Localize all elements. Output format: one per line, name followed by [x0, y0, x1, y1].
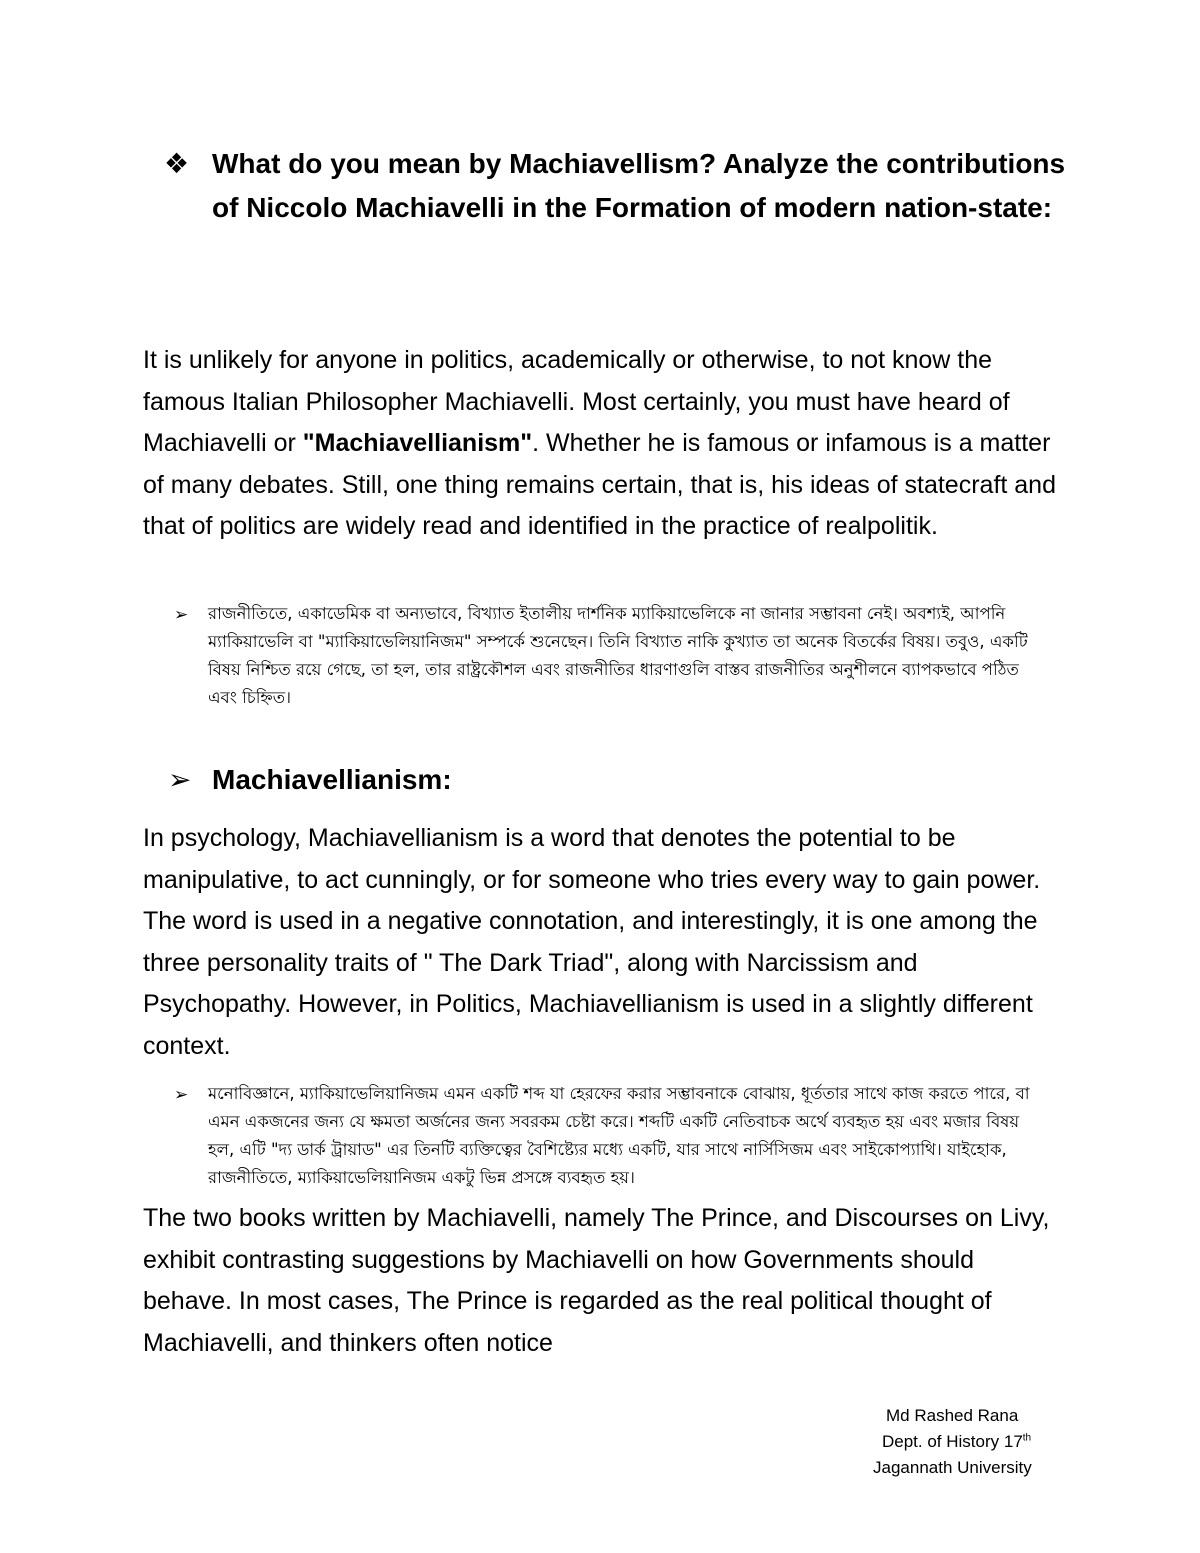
books-paragraph: The two books written by Machiavelli, namely The Prince, and Discourses on Livy, exhibit contrasting suggestions by Machiavelli on how Governments should behave. In most cases, The Prince is regarded as the real political thought of Machiavelli, and thinkers often notice — [143, 1204, 1050, 1357]
intro-paragraph — [143, 340, 1063, 548]
author-university: Jagannath University — [873, 1458, 1032, 1477]
author-name: Md Rashed Rana — [886, 1406, 1019, 1425]
bengali-translation-2-text: মনোবিজ্ঞানে, ম্যাকিয়াভেলিয়ানিজম এমন একটি শব্দ যা হেরফের করার সম্ভাবনাকে বোঝায়, ধূর্ততার সাথে কাজ করতে পারে, বা এমন একজনের জন্য যে ক্ষমতা অর্জনের জন্য সবরকম চেষ্টা করে। শব্দটি একটি নেতিবাচক অর্থে ব্যবহৃত হয় এবং মজার বিষয় হল, এটি "দ্য ডার্ক ট্রায়াড" এর তিনটি ব্যক্তিত্বের বৈশিষ্ট্যের মধ্যে একটি, যার সাথে নার্সিসিজম এবং সাইকোপ্যাথি। যাইহোক, রাজনীতিতে, ম্যাকিয়াভেলিয়ানিজম একটু ভিন্ন প্রসঙ্গে ব্যবহৃত হয়। — [208, 1084, 1030, 1187]
author-department — [870, 1429, 1090, 1455]
arrow-bullet-icon: ➢ — [174, 605, 189, 624]
bengali-translation-1-text: রাজনীতিতে, একাডেমিক বা অন্যভাবে, বিখ্যাত ইতালীয় দার্শনিক ম্যাকিয়াভেলিকে না জানার সম্ভাবনা নেই। অবশ্যই, আপনি ম্যাকিয়াভেলি বা "ম্যাকিয়াভেলিয়ানিজম" সম্পর্কে শুনেছেন। তিনি বিখ্যাত নাকি কুখ্যাত তা অনেক বিতর্কের বিষয়। তবুও, একটি বিষয় নিশ্চিত রয়ে গেছে, তা হল, তার রাষ্ট্রকৌশল এবং রাজনীতির ধারণাগুলি বাস্তব রাজনীতির অনুশীলনে ব্যাপকভাবে পঠিত এবং চিহ্নিত। — [208, 604, 1028, 707]
psychology-paragraph: In psychology, Machiavellianism is a word that denotes the potential to be manipulative, to act cunningly, or for someone who tries every way to gain power. The word is used in a negative connotation, and interestingly, it is one among the three personality traits of " The Dark Triad", along with Narcissism and Psychopathy. However, in Politics, Machiavellianism is used in a slightly different context. — [143, 824, 1041, 1060]
question-heading — [164, 142, 1068, 230]
author-signature — [870, 1403, 1090, 1481]
bengali-translation-2 — [168, 1080, 1048, 1192]
intro-paragraph-part-1: It is unlikely for anyone in politics, academically or otherwise, to not know the famous Italian Philosopher Machiavelli. Most certainly, you must have heard of Machiavelli or — [143, 346, 1010, 457]
bengali-translation-1 — [168, 600, 1048, 712]
intro-paragraph-bold-term: "Machiavellianism" — [302, 429, 533, 457]
question-heading-text: What do you mean by Machiavellism? Analyze the contributions of Niccolo Machiavelli in the Formation of modern nation-state: — [212, 148, 1066, 223]
diamond-bullet-icon: ❖ — [164, 148, 190, 179]
section-heading — [168, 758, 1068, 802]
author-department-suffix: th — [1022, 1432, 1032, 1444]
section-title: Machiavellianism: — [212, 764, 452, 795]
author-department-text: Dept. of History 17 — [882, 1432, 1023, 1451]
arrow-bullet-icon: ➢ — [174, 1085, 189, 1104]
arrow-bullet-icon: ➢ — [168, 764, 192, 795]
intro-paragraph-part-2: . Whether he is famous or infamous is a matter of many debates. Still, one thing remains certain, that is, his ideas of statecraft and that of politics are widely read and identified in the practice of realpolitik. — [143, 429, 1056, 540]
